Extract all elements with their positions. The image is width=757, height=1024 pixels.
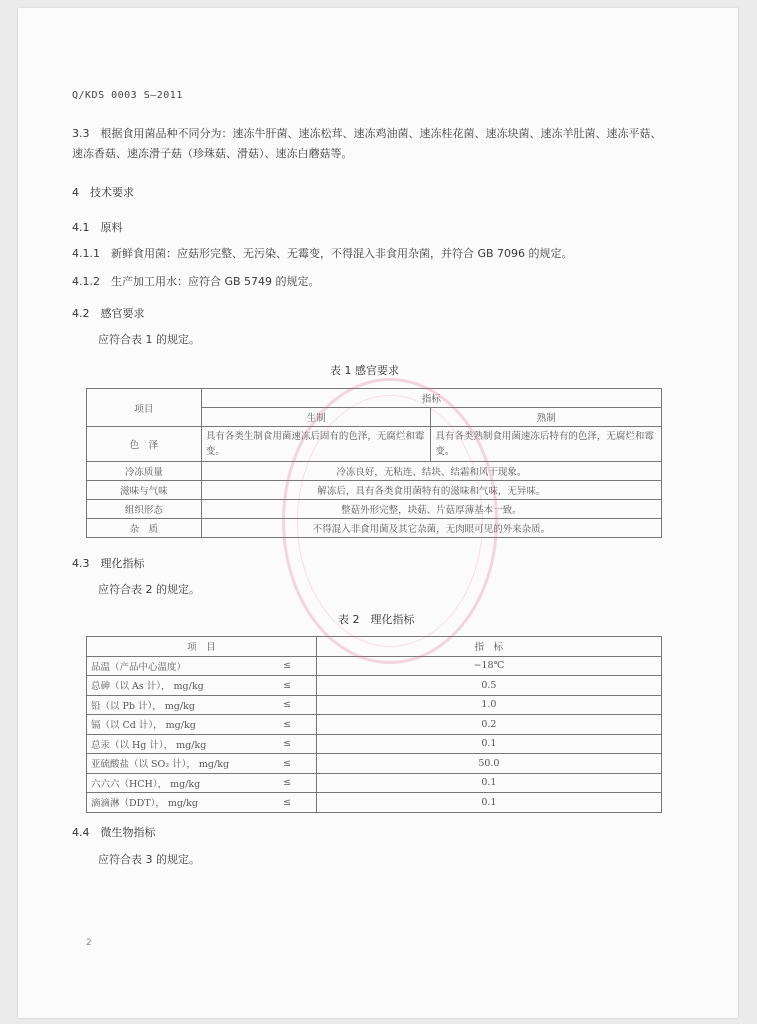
table-cell: ≤ bbox=[258, 656, 316, 676]
table-cell: 整菇外形完整，块菇、片菇厚薄基本一致。 bbox=[201, 500, 661, 519]
table-row bbox=[87, 637, 662, 657]
heading-4-4: 4.4 微生物指标 bbox=[72, 826, 156, 839]
table-cell: −18℃ bbox=[316, 656, 661, 676]
table-cell: 组织形态 bbox=[87, 500, 202, 519]
table-header-cell: 指 标 bbox=[316, 637, 661, 657]
table-cell: 1.0 bbox=[316, 695, 661, 715]
table-cell: 0.2 bbox=[316, 715, 661, 735]
table-cell: ≤ bbox=[258, 695, 316, 715]
table-header-cell: 指标 bbox=[201, 389, 661, 408]
table-cell: 滋味与气味 bbox=[87, 481, 202, 500]
clause-4-4-text: 应符合表 3 的规定。 bbox=[98, 853, 200, 866]
table-cell: 杂 质 bbox=[87, 519, 202, 538]
table-cell: 0.1 bbox=[316, 773, 661, 793]
table-cell: ≤ bbox=[258, 793, 316, 813]
table-cell: 不得混入非食用菌及其它杂菌，无肉眼可见的外来杂质。 bbox=[201, 519, 661, 538]
table-row bbox=[87, 427, 662, 462]
table-cell: 冷冻良好，无粘连、结块、结霜和风干现象。 bbox=[201, 462, 661, 481]
table-header-cell: 项目 bbox=[87, 389, 202, 427]
table-cell: 亚硫酸盐（以 SO₂ 计）， mg/kg bbox=[87, 754, 259, 774]
table-row bbox=[87, 462, 662, 481]
clause-4-1-2: 4.1.2 生产加工用水：应符合 GB 5749 的规定。 bbox=[72, 275, 320, 288]
table-cell: ≤ bbox=[258, 715, 316, 735]
table-row bbox=[87, 656, 662, 676]
table-cell: ≤ bbox=[258, 754, 316, 774]
table-cell: ≤ bbox=[258, 676, 316, 696]
table-header-cell: 项 目 bbox=[87, 637, 317, 657]
clause-3-3: 3.3 根据食用菌品种不同分为：速冻牛肝菌、速冻松茸、速冻鸡油菌、速冻桂花菌、速冻块菌、速冻羊肚菌、速冻平菇、速冻香菇、速冻滑子菇（珍珠菇、滑菇）、速冻白蘑菇等。 bbox=[72, 127, 662, 160]
clause-4-2-text: 应符合表 1 的规定。 bbox=[98, 333, 200, 346]
table-cell: 滴滴淋（DDT）， mg/kg bbox=[87, 793, 259, 813]
table-row bbox=[87, 481, 662, 500]
page-number: 2 bbox=[86, 938, 92, 948]
heading-4-2: 4.2 感官要求 bbox=[72, 307, 145, 320]
table-row bbox=[87, 793, 662, 813]
table-row bbox=[87, 500, 662, 519]
table-cell: 冷冻质量 bbox=[87, 462, 202, 481]
table-cell: 具有各类生制食用菌速冻后固有的色泽，无腐烂和霉变。 bbox=[201, 427, 431, 462]
table-cell: 0.1 bbox=[316, 734, 661, 754]
table-cell: 具有各类熟制食用菌速冻后特有的色泽，无腐烂和霉变。 bbox=[431, 427, 662, 462]
table-header-cell: 熟制 bbox=[431, 408, 662, 427]
standard-code-header: Q/KDS 0003 S—2011 bbox=[72, 90, 183, 101]
table-header-cell: 生制 bbox=[201, 408, 431, 427]
clause-4-3-text: 应符合表 2 的规定。 bbox=[98, 583, 200, 596]
heading-4-3: 4.3 理化指标 bbox=[72, 557, 145, 570]
table-1-caption: 表 1 感官要求 bbox=[330, 364, 399, 377]
table-row bbox=[87, 695, 662, 715]
table-cell: 总砷（以 As 计）， mg/kg bbox=[87, 676, 259, 696]
table-cell: ≤ bbox=[258, 734, 316, 754]
table-cell: 色 泽 bbox=[87, 427, 202, 462]
table-row bbox=[87, 519, 662, 538]
table-cell: 总汞（以 Hg 计）， mg/kg bbox=[87, 734, 259, 754]
table-cell: 解冻后，具有各类食用菌特有的滋味和气味，无异味。 bbox=[201, 481, 661, 500]
heading-4-1: 4.1 原料 bbox=[72, 221, 123, 234]
table-row bbox=[87, 715, 662, 735]
table-cell: 铅（以 Pb 计）， mg/kg bbox=[87, 695, 259, 715]
table-cell: 六六六（HCH）， mg/kg bbox=[87, 773, 259, 793]
clause-4-1-1: 4.1.1 新鲜食用菌：应菇形完整、无污染、无霉变，不得混入非食用杂菌，并符合 GB 7096 的规定。 bbox=[72, 247, 573, 260]
table-cell: ≤ bbox=[258, 773, 316, 793]
table-cell: 0.5 bbox=[316, 676, 661, 696]
table-row bbox=[87, 734, 662, 754]
table-row bbox=[87, 773, 662, 793]
table-row bbox=[87, 676, 662, 696]
table-2-caption: 表 2 理化指标 bbox=[338, 613, 415, 626]
table-cell: 0.1 bbox=[316, 793, 661, 813]
heading-4: 4 技术要求 bbox=[72, 186, 134, 199]
table-row bbox=[87, 389, 662, 408]
sensory-requirements-table bbox=[86, 388, 662, 538]
table-cell: 品温（产品中心温度） bbox=[87, 656, 259, 676]
table-cell: 镉（以 Cd 计）， mg/kg bbox=[87, 715, 259, 735]
table-cell: 50.0 bbox=[316, 754, 661, 774]
table-row bbox=[87, 754, 662, 774]
physicochemical-table bbox=[86, 636, 662, 813]
